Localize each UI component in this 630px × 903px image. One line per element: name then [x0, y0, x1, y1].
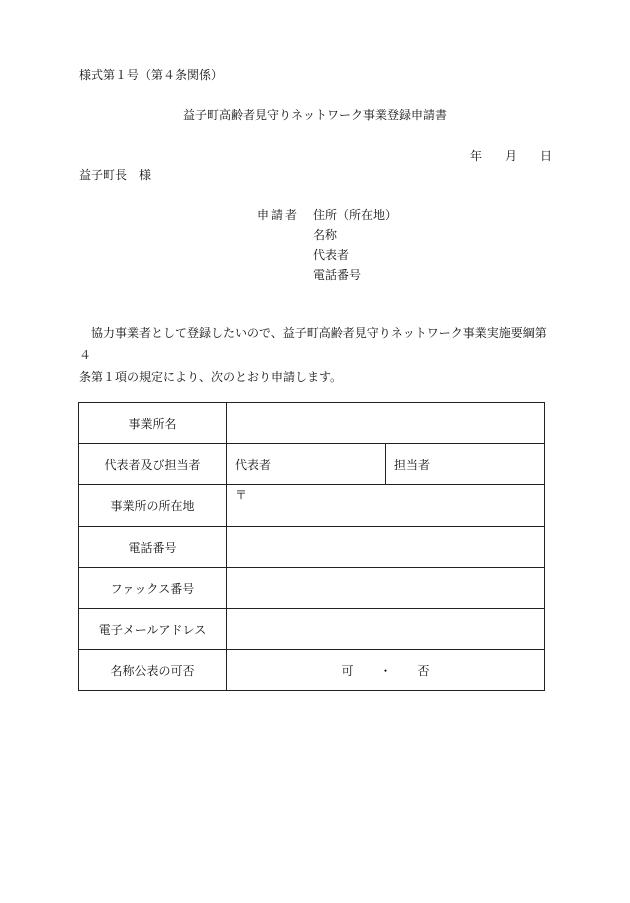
- publish-choice-field: [227, 650, 545, 691]
- applicant-label: 申請者: [257, 208, 300, 222]
- request-statement-line-2: 条第１項の規定により、次のとおり申請します。: [79, 370, 343, 384]
- table-row-fax: [79, 568, 545, 609]
- table-row-office-address: [79, 485, 545, 527]
- phone-label: 電話番号: [79, 527, 227, 568]
- date-year-label: 年: [470, 149, 483, 163]
- registration-table: [78, 402, 545, 691]
- applicant-representative-label: 代表者: [313, 248, 350, 262]
- phone-field[interactable]: [227, 527, 545, 568]
- choice-separator: ・: [379, 663, 392, 678]
- table-row-email: [79, 609, 545, 650]
- choice-no[interactable]: 否: [417, 663, 430, 678]
- table-row-office-name: [79, 403, 545, 444]
- addressee: 益子町長 様: [79, 168, 152, 182]
- representative-field[interactable]: [227, 444, 386, 485]
- email-field[interactable]: [227, 609, 545, 650]
- postal-mark: 〒: [235, 488, 248, 502]
- rep-and-contact-label: 代表者及び担当者: [79, 444, 227, 485]
- office-name-field[interactable]: [227, 403, 545, 444]
- fax-field[interactable]: [227, 568, 545, 609]
- publish-permission-label: 名称公表の可否: [79, 650, 227, 691]
- office-address-field[interactable]: [227, 485, 545, 527]
- applicant-name-label: 名称: [313, 228, 338, 242]
- fax-label: ファックス番号: [79, 568, 227, 609]
- email-label: 電子メールアドレス: [79, 609, 227, 650]
- office-name-label: 事業所名: [79, 403, 227, 444]
- representative-sub-label: 代表者: [235, 457, 272, 472]
- choice-yes[interactable]: 可: [341, 663, 354, 678]
- contact-person-field[interactable]: [386, 444, 545, 485]
- table-row-phone: [79, 527, 545, 568]
- document-title: 益子町高齢者見守りネットワーク事業登録申請書: [182, 108, 447, 122]
- office-address-label: 事業所の所在地: [79, 485, 227, 527]
- applicant-address-label: 住所（所在地）: [313, 208, 398, 222]
- date-month-label: 月: [505, 149, 518, 163]
- table-row-publish: [79, 650, 545, 691]
- contact-person-sub-label: 担当者: [394, 457, 431, 472]
- table-row-representative: [79, 444, 545, 485]
- request-statement: [79, 322, 549, 388]
- date-day-label: 日: [540, 149, 553, 163]
- form-number: 様式第１号（第４条関係）: [79, 68, 224, 82]
- applicant-phone-label: 電話番号: [313, 268, 362, 282]
- request-statement-line-1: 協力事業者として登録したいので、益子町高齢者見守りネットワーク事業実施要綱第４: [79, 326, 547, 362]
